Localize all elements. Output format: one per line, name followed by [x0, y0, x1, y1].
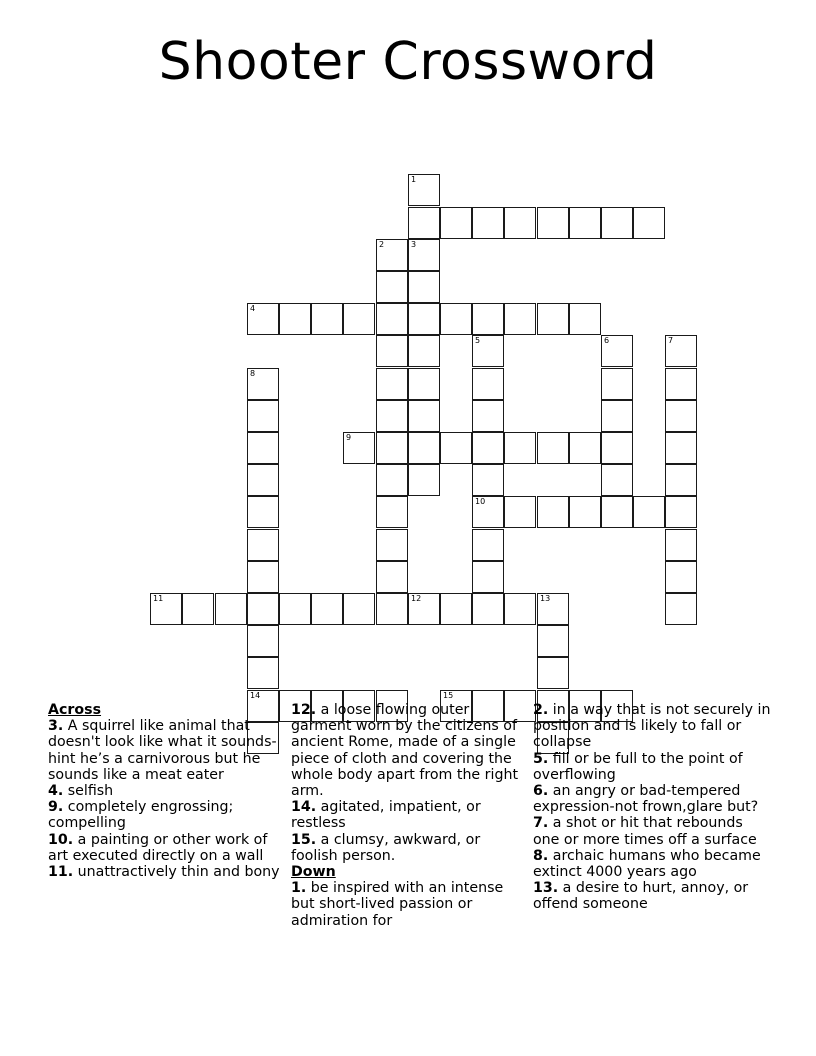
grid-cell[interactable] — [408, 432, 440, 464]
grid-cell[interactable] — [504, 432, 536, 464]
grid-cell[interactable] — [472, 400, 504, 432]
down-clue-13: 13. a desire to hurt, annoy, or offend someone — [533, 880, 749, 913]
grid-cell[interactable] — [537, 303, 569, 335]
grid-cell[interactable] — [601, 207, 633, 239]
grid-cell[interactable] — [569, 496, 601, 528]
grid-cell[interactable] — [472, 368, 504, 400]
grid-cell[interactable] — [408, 368, 440, 400]
grid-cell[interactable] — [247, 561, 279, 593]
grid-cell[interactable] — [504, 207, 536, 239]
grid-cell[interactable] — [376, 593, 408, 625]
grid-cell[interactable] — [472, 464, 504, 496]
grid-cell[interactable] — [601, 368, 633, 400]
down-clue-5: 5. fill or be full to the point of overflowing — [533, 750, 743, 783]
grid-cell[interactable] — [472, 207, 504, 239]
grid-cell[interactable] — [665, 432, 697, 464]
across-clue-9: 9. completely engrossing; compelling — [48, 799, 234, 832]
grid-cell[interactable] — [376, 432, 408, 464]
grid-cell[interactable] — [472, 496, 504, 528]
down-clue-2: 2. in a way that is not securely in position and is likely to fall or collapse — [533, 702, 771, 751]
grid-cell[interactable] — [569, 432, 601, 464]
clue-number: 11 — [153, 594, 164, 603]
grid-cell[interactable] — [472, 335, 504, 367]
grid-cell[interactable] — [537, 657, 569, 689]
grid-cell[interactable] — [472, 561, 504, 593]
clue-number: 5 — [475, 336, 481, 345]
grid-cell[interactable] — [504, 593, 536, 625]
grid-cell[interactable] — [440, 432, 472, 464]
down-clue-8: 8. archaic humans who became extinct 4000 years ago — [533, 847, 761, 881]
clue-number: 2 — [379, 240, 385, 249]
grid-cell[interactable] — [472, 303, 504, 335]
grid-cell[interactable] — [376, 271, 408, 303]
grid-cell[interactable] — [665, 400, 697, 432]
across-heading: Across — [48, 702, 102, 718]
grid-cell[interactable] — [376, 400, 408, 432]
grid-cell[interactable] — [376, 239, 408, 271]
grid-cell[interactable] — [408, 271, 440, 303]
down-clue-7: 7. a shot or hit that rebounds one or more times off a surface — [533, 815, 757, 848]
grid-cell[interactable] — [247, 593, 279, 625]
clue-number: 10 — [475, 497, 486, 506]
across-clue-15: 15. a clumsy, awkward, or foolish person. — [291, 831, 481, 864]
grid-cell[interactable] — [150, 593, 182, 625]
clues-column-1 — [48, 702, 284, 880]
grid-cell[interactable] — [569, 207, 601, 239]
grid-cell[interactable] — [215, 593, 247, 625]
grid-cell[interactable] — [408, 239, 440, 271]
grid-cell[interactable] — [343, 593, 375, 625]
down-clue-6: 6. an angry or bad-tempered expression-not frown,glare but? — [533, 783, 759, 816]
grid-cell[interactable] — [279, 593, 311, 625]
grid-cell[interactable] — [408, 174, 440, 206]
grid-cell[interactable] — [601, 335, 633, 367]
down-clue-1: 1. be inspired with an intense but short-lived passion or admiration for — [291, 880, 504, 929]
clue-number: 7 — [668, 336, 674, 345]
grid-cell[interactable] — [537, 496, 569, 528]
grid-cell[interactable] — [472, 593, 504, 625]
grid-cell[interactable] — [343, 303, 375, 335]
grid-cell[interactable] — [247, 368, 279, 400]
across-clue-3: 3. A squirrel like animal that doesn't look like what it sounds-hint he’s a carnivorous but he sounds like a meat eater — [48, 718, 277, 783]
clues-column-2 — [291, 702, 527, 929]
clue-number: 4 — [250, 304, 256, 313]
grid-cell[interactable] — [537, 207, 569, 239]
across-clue-10: 10. a painting or other work of art executed directly on a wall — [48, 831, 268, 864]
grid-cell[interactable] — [343, 432, 375, 464]
clue-number: 1 — [411, 175, 417, 184]
across-clue-4: 4. selfish — [48, 783, 114, 800]
clue-number: 15 — [443, 691, 454, 700]
grid-cell[interactable] — [376, 529, 408, 561]
across-clue-14: 14. agitated, impatient, or restless — [291, 799, 481, 832]
grid-cell[interactable] — [665, 529, 697, 561]
grid-cell[interactable] — [665, 496, 697, 528]
grid-cell[interactable] — [472, 432, 504, 464]
grid-cell[interactable] — [504, 303, 536, 335]
grid-cell[interactable] — [601, 464, 633, 496]
grid-cell[interactable] — [408, 303, 440, 335]
grid-cell[interactable] — [182, 593, 214, 625]
grid-cell[interactable] — [601, 400, 633, 432]
grid-cell[interactable] — [665, 368, 697, 400]
clue-number: 3 — [411, 240, 417, 249]
clue-number: 6 — [604, 336, 610, 345]
grid-cell[interactable] — [376, 464, 408, 496]
grid-cell[interactable] — [247, 432, 279, 464]
grid-cell[interactable] — [247, 657, 279, 689]
down-heading: Down — [291, 864, 336, 881]
grid-cell[interactable] — [247, 625, 279, 657]
clues-column-3 — [533, 702, 773, 913]
grid-cell[interactable] — [440, 593, 472, 625]
grid-cell[interactable] — [472, 529, 504, 561]
grid-cell[interactable] — [665, 464, 697, 496]
grid-cell[interactable] — [440, 207, 472, 239]
grid-cell[interactable] — [376, 303, 408, 335]
clue-number: 14 — [250, 691, 261, 700]
grid-cell[interactable] — [247, 496, 279, 528]
grid-cell[interactable] — [247, 464, 279, 496]
clue-number: 8 — [250, 369, 256, 378]
grid-cell[interactable] — [311, 593, 343, 625]
grid-cell[interactable] — [408, 400, 440, 432]
grid-cell[interactable] — [537, 593, 569, 625]
grid-cell[interactable] — [440, 303, 472, 335]
grid-cell[interactable] — [279, 303, 311, 335]
grid-cell[interactable] — [408, 335, 440, 367]
grid-cell[interactable] — [601, 432, 633, 464]
grid-cell[interactable] — [247, 400, 279, 432]
grid-cell[interactable] — [376, 496, 408, 528]
grid-cell[interactable] — [408, 207, 440, 239]
across-clue-12: 12. a loose flowing outer garment worn by the citizens of ancient Rome, made of a single piece of cloth and covering the whole body apart from the right arm. — [291, 702, 519, 800]
clue-number: 12 — [411, 594, 422, 603]
grid-cell[interactable] — [633, 207, 665, 239]
grid-cell[interactable] — [665, 593, 697, 625]
grid-cell[interactable] — [376, 368, 408, 400]
page-title: Shooter Crossword — [158, 32, 658, 92]
grid-cell[interactable] — [601, 496, 633, 528]
grid-cell[interactable] — [633, 496, 665, 528]
grid-cell[interactable] — [311, 303, 343, 335]
grid-cell[interactable] — [408, 593, 440, 625]
grid-cell[interactable] — [247, 303, 279, 335]
grid-cell[interactable] — [665, 561, 697, 593]
grid-cell[interactable] — [504, 496, 536, 528]
clue-number: 13 — [540, 594, 551, 603]
clue-number: 9 — [346, 433, 352, 442]
grid-cell[interactable] — [665, 335, 697, 367]
grid-cell[interactable] — [376, 335, 408, 367]
grid-cell[interactable] — [247, 529, 279, 561]
grid-cell[interactable] — [537, 625, 569, 657]
grid-cell[interactable] — [376, 561, 408, 593]
across-clue-11: 11. unattractively thin and bony — [48, 864, 280, 881]
grid-cell[interactable] — [569, 303, 601, 335]
grid-cell[interactable] — [537, 432, 569, 464]
grid-cell[interactable] — [408, 464, 440, 496]
